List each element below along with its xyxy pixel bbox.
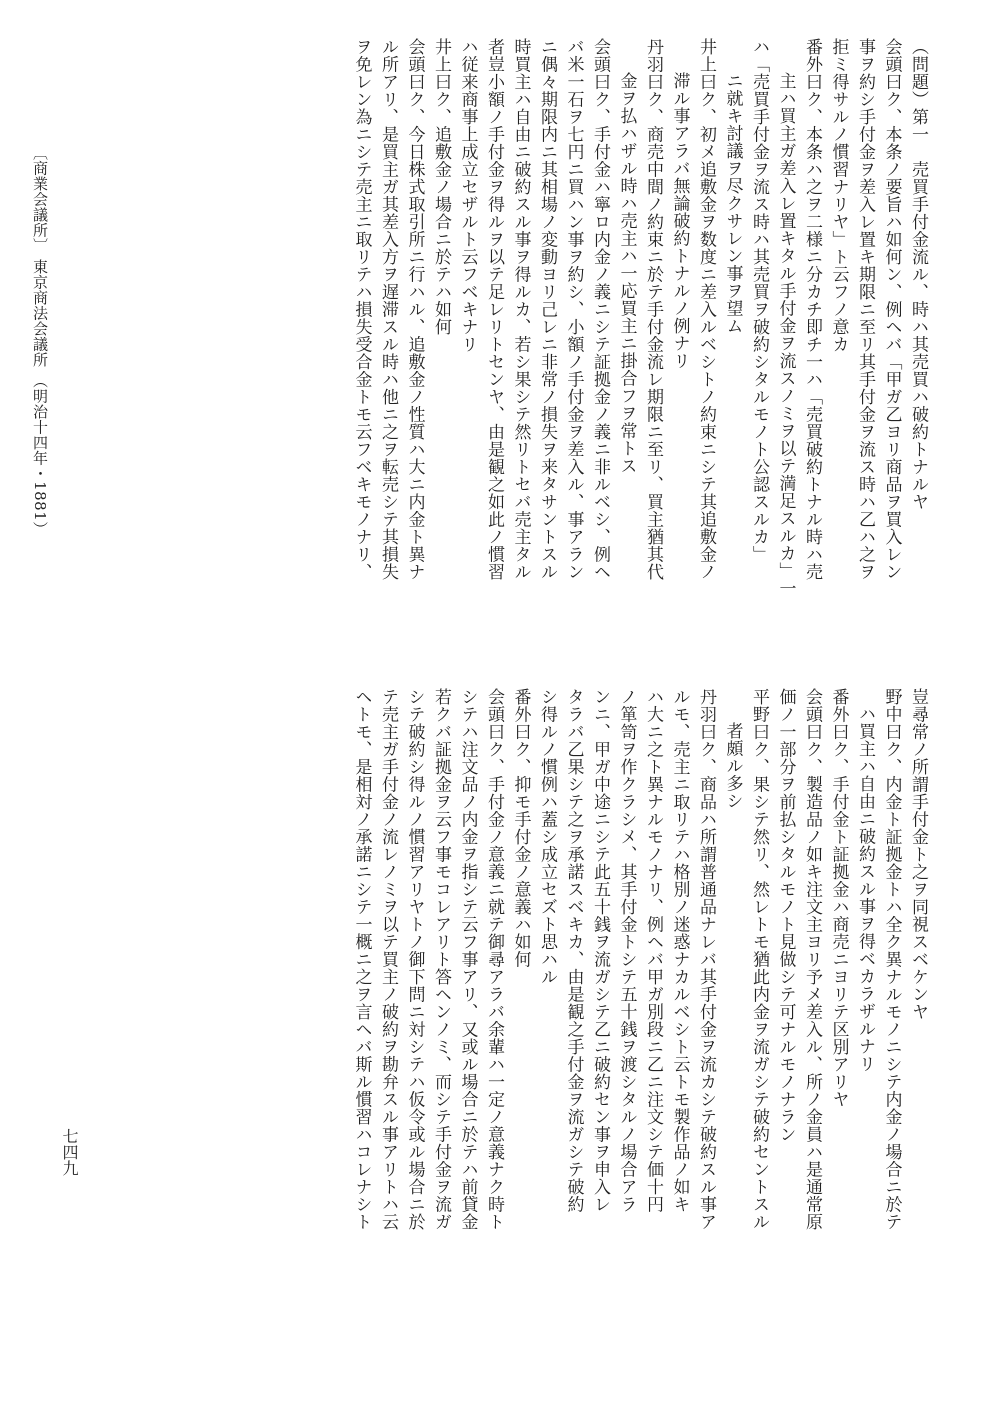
text-line: 野中曰ク、内金ト証拠金トハ全ク異ナルモノニシテ内金ノ場合ニ於テ [881,688,902,1231]
text-line: ニ偶々期限内ニ其相場ノ変動ヨリ己レニ非常ノ損失ヲ来タサントスル [537,38,557,581]
footer-date: （明治十四年・1881） [31,372,49,537]
text-line: テ売主ガ手付金ノ流レノミヲ以テ買主ノ破約ヲ勘弁スル事アリトハ云 [378,688,398,1231]
text-line: ノ箪笥ヲ作クラシメ、其手付金トシテ五十銭ヲ渡シタルノ場合アラ [616,688,637,1213]
text-line: 会頭曰ク、今日株式取引所ニ行ハル、追敷金ノ性質ハ大ニ内金ト異ナ [404,38,425,581]
text-line: 者豈小額ノ手付金ヲ得ルヲ以テ足レリトセンヤ、由是観之如此ノ慣習 [484,38,504,581]
text-line: 滞ル事アラバ無論破約トナルノ例ナリ [669,72,690,370]
text-line: 事ヲ約シ手付金ヲ差入レ置キ期限ニ至リ其手付金ヲ流ス時ハ乙ハ之ヲ [855,38,875,581]
text-line: ルモ、売主ニ取リテハ格別ノ迷惑ナカルベシト云トモ製作品ノ如キ [669,688,690,1213]
text-line: 会頭曰ク、製造品ノ如キ注文主ヨリ予メ差入ル、所ノ金員ハ是通常原 [802,688,822,1231]
text-line: ニ就キ討議ヲ尽クサレン事ヲ望ム [722,72,743,335]
text-line: ハ大ニ之ト異ナルモノナリ、例ヘバ甲ガ別段ニ乙ニ注文シテ価十円 [643,688,663,1213]
text-line: 若クバ証拠金ヲ云フ事モコレアリト答ヘンノミ、而シテ手付金ヲ流ガ [431,688,451,1231]
text-line: 主ハ買主ガ差入レ置キタル手付金ヲ流スノミヲ以テ満足スルカ」一 [775,72,796,597]
text-line: ンニ、甲ガ中途ニシテ此五十銭ヲ流ガシテ乙ニ破約セン事ヲ申入レ [590,688,610,1213]
text-line: 価ノ一部分ヲ前払シタルモノト見做シテ可ナルモノナラン [775,688,796,1143]
text-line: シテ破約シ得ルノ慣習アリヤトノ御下問ニ対シテハ仮令或ル場合ニ於 [404,688,425,1231]
text-line: 会頭曰ク、手付金ノ意義ニ就テ御尋アラバ余輩ハ一定ノ意義ナク時ト [484,688,504,1231]
text-line: タラバ乙果シテ之ヲ承諾スベキカ、由是観之手付金ヲ流ガシテ破約 [563,688,584,1213]
text-line: 者頗ル多シ [722,722,743,810]
footer-organization: 東京商法会議所 [31,258,49,368]
text-line: ル所アリ、是買主ガ其差入方ヲ遅滞スル時ハ他ニ之ヲ転売シテ其損失 [378,38,398,581]
text-line: 番外曰ク、手付金ト証拠金ハ商売ニヨリテ区別アリヤ [828,688,849,1108]
text-line: ヲ免レン為ニシテ売主ニ取リテハ損失受合金トモ云フベキモノナリ、 [351,38,372,581]
footer-category: 〔商業会議所〕 [31,145,49,254]
text-line: 番外曰ク、本条ハ之ヲ二様ニ分カチ即チ一ハ「売買破約トナル時ハ売 [802,38,822,581]
text-line: シ得ルノ慣例ハ蓋シ成立セズト思ハル [537,688,557,986]
text-line: ハ「売買手付金ヲ流ス時ハ其売買ヲ破約シタルモノト公認スルカ」 [749,38,769,563]
text-line: 丹羽曰ク、商売中間ノ約束ニ於テ手付金流レ期限ニ至リ、買主猶其代 [643,38,663,581]
text-line: 拒ミ得サルノ慣習ナリヤ」ト云フノ意カ [828,38,849,353]
text-line: ヘトモ、是相対ノ承諾ニシテ一概ニ之ヲ言ヘバ斯ル慣習ハコレナシト [351,688,372,1231]
text-line: シテハ注文品ノ内金ヲ指シテ云フ事アリ、又或ル場合ニ於テハ前貸金 [457,688,478,1231]
upper-text-block [121,38,931,670]
text-line: 豈尋常ノ所謂手付金ト之ヲ同視スベケンヤ [908,688,928,1021]
text-line: 時買主ハ自由ニ破約スル事ヲ得ルカ、若シ果シテ然リトセバ売主タル [510,38,531,581]
text-line: 平野曰ク、果シテ然リ、然レトモ猶此内金ヲ流ガシテ破約セントスル [749,688,769,1231]
text-line: ハ従来商事上成立セザルト云フベキナリ [457,38,478,353]
text-line: 会頭曰ク、本条ノ要旨ハ如何ン、例ヘバ「甲ガ乙ヨリ商品ヲ買入レン [881,38,902,581]
text-line: 番外曰ク、抑モ手付金ノ意義ハ如何 [510,688,531,968]
text-line: 丹羽曰ク、商品ハ所謂普通品ナレバ其手付金ヲ流カシテ破約スル事ア [696,688,716,1231]
text-line: 金ヲ払ハザル時ハ売主ハ一応買主ニ掛合フヲ常トス [616,72,637,475]
source-footer [30,145,51,537]
text-line: 井上曰ク、追敷金ノ場合ニ於テハ如何 [431,38,451,336]
text-line: 会頭曰ク、手付金ハ寧ロ内金ノ義ニシテ証拠金ノ義ニ非ルベシ、例ヘ [590,38,610,581]
page-number: 七四九 [60,1128,79,1176]
text-line: （問題）第一 売買手付金流ル、時ハ其売買ハ破約トナルヤ [908,38,928,511]
text-line: バ米一石ヲ七円ニ買ハン事ヲ約シ、小額ノ手付金ヲ差入ル、事アラン [563,38,584,581]
lower-text-block [121,688,931,1336]
text-line: 井上曰ク、初メ追敷金ヲ数度ニ差入ルベシトノ約束ニシテ其追敷金ノ [696,38,716,581]
text-line: ハ買主ハ自由ニ破約スル事ヲ得ベカラザルナリ [855,705,875,1073]
